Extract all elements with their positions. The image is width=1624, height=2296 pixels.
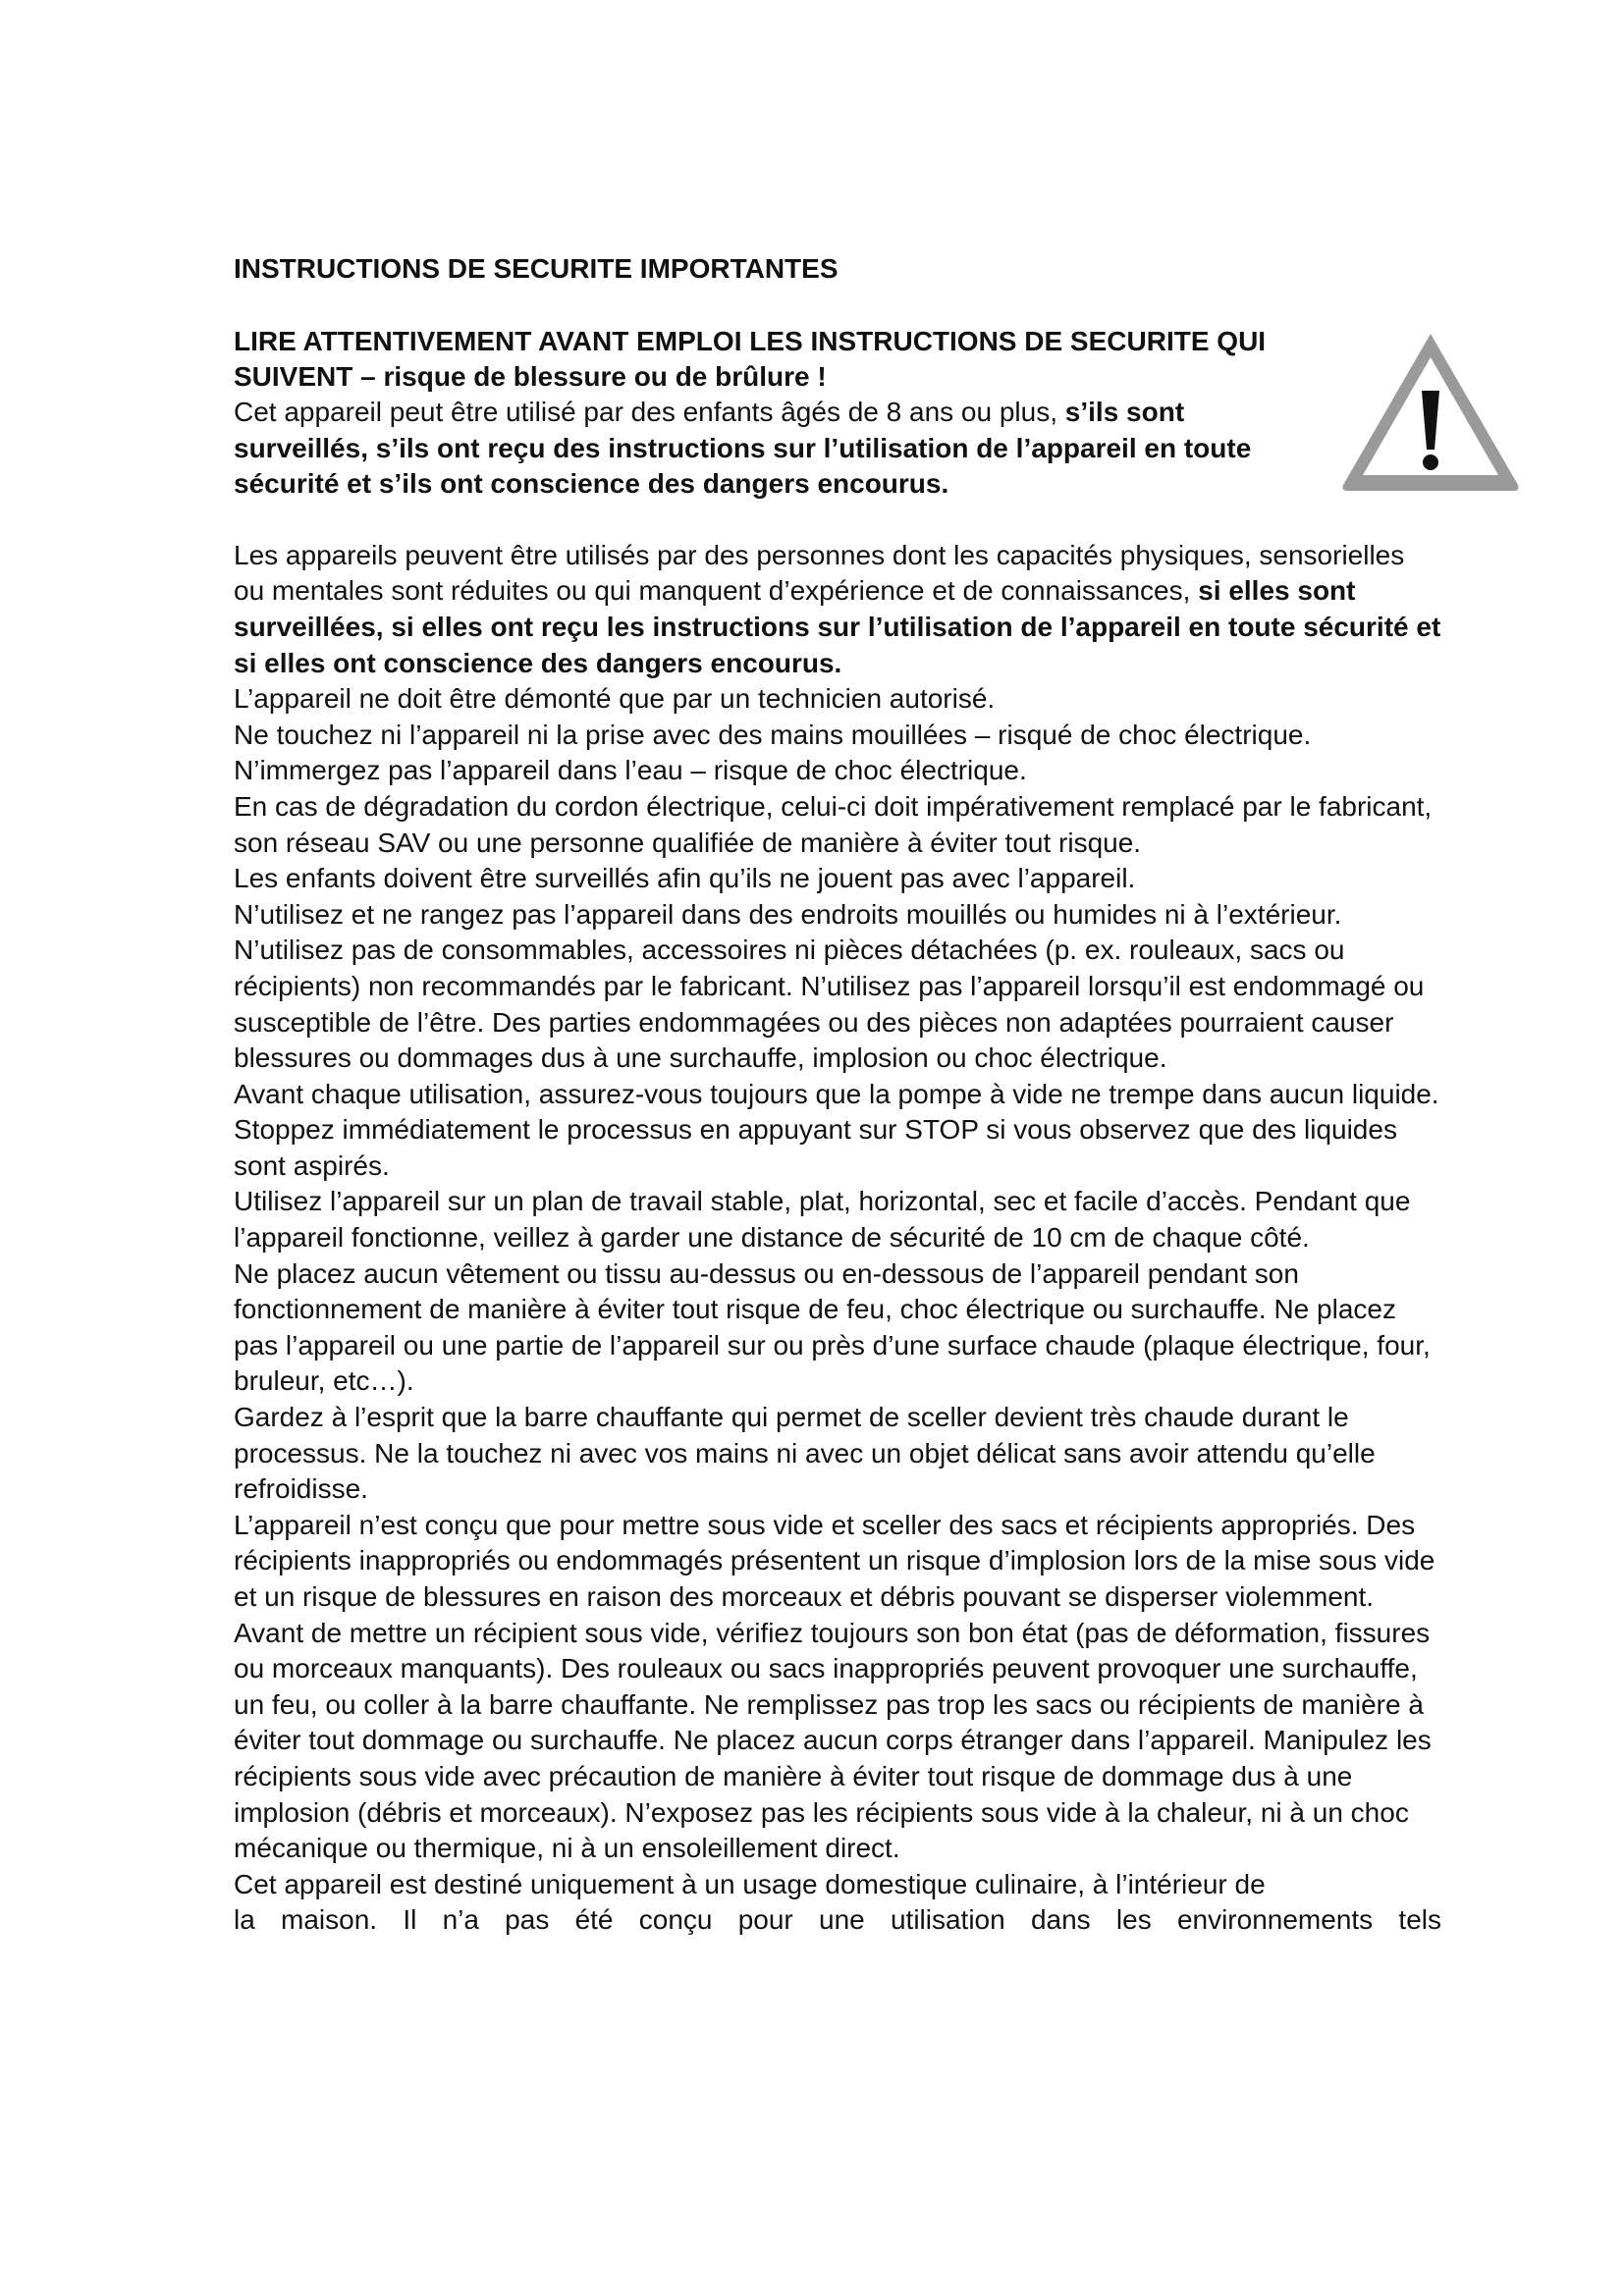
paragraph-immerse: N’immergez pas l’appareil dans l’eau – risque de choc électrique. [234,755,1027,786]
persons-paragraph [234,538,1441,681]
persons-text: Les appareils peuvent être utilisés par des personnes dont les capacités physiques, sensorielles ou mentales sont réduites ou qui manquent d’expérience et de connaissances, [234,539,1405,607]
paragraph-cord: En cas de dégradation du cordon électrique, celui-ci doit impérativement remplacé par le fabricant, son réseau SAV ou une personne qualifiée de manière à éviter tout risque. [234,790,1433,858]
paragraph-pump: Avant chaque utilisation, assurez-vous toujours que la pompe à vide ne trempe dans aucun liquide. Stoppez immédiatement le processus en appuyant sur STOP si vous observez que des liquides sont aspirés. [234,1078,1439,1181]
document-title: INSTRUCTIONS DE SECURITE IMPORTANTES [234,253,839,284]
paragraph-dismantle: L’appareil ne doit être démonté que par un technicien autorisé. [234,683,996,715]
paragraph-children-play: Les enfants doivent être surveillés afin qu’ils ne jouent pas avec l’appareil. [234,863,1136,894]
paragraph-storage: N’utilisez et ne rangez pas l’appareil dans des endroits mouillés ou humides ni à l’extérieur. N’utilisez pas de consommables, accessoires ni pièces détachées (p. ex. rouleaux, sacs ou récipients) non recommandés par le fabricant. N’utilisez pas l’appareil lorsqu’il est endommagé ou susceptible de l’être. Des parties endommagées ou des pièces non adaptées pourraient causer blessures ou dommages dus à une surchauffe, implosion ou choc électrique. [234,898,1425,1074]
paragraph-wet-hands: Ne touchez ni l’appareil ni la prise avec des mains mouillées – risqué de choc électrique. [234,719,1312,750]
children-text: Cet appareil peut être utilisé par des enfants âgés de 8 ans ou plus, [234,397,1065,427]
paragraph-clothing: Ne placez aucun vêtement ou tissu au-dessus ou en-dessous de l’appareil pendant son fonctionnement de manière à éviter tout risque de feu, choc électrique ou surchauffe. Ne placez pas l’appareil ou une partie de l’appareil sur ou près d’une surface chaude (plaque électrique, four, bruleur, etc…). [234,1257,1431,1397]
paragraph-worktop: Utilisez l’appareil sur un plan de travail stable, plat, horizontal, sec et facile d’accès. Pendant que l’appareil fonctionne, veillez à garder une distance de sécurité de 10 cm de chaque côté. [234,1186,1411,1254]
document-page [234,251,1441,1939]
paragraph-containers: L’appareil n’est conçu que pour mettre sous vide et sceller des sacs et récipients appropriés. Des récipients inappropriés ou endommagés présentent un risque d’implosion lors de la mise sous vide et un risque de blessures en raison des morceaux et débris pouvant se disperser violemment. Avant de mettre un récipient sous vide, vérifiez toujours son bon état (pas de déformation, fissures ou morceaux manquants). Des rouleaux ou sacs inappropriés peuvent provoquer une surchauffe, un feu, ou coller à la barre chauffante. Ne remplissez pas trop les sacs ou récipients de manière à éviter tout dommage ou surchauffe. Ne placez aucun corps étranger dans l’appareil. Manipulez les récipients sous vide avec précaution de manière à éviter tout risque de dommage dus à une implosion (débris et morceaux). N’exposez pas les récipients sous vide à la chaleur, ni à un choc mécanique ou thermique, ni à un ensoleillement direct. [234,1509,1435,1864]
warning-heading-risk: – risque de blessure ou de brûlure ! [352,361,827,392]
domestic-use-line-2: la maison. Il n’a pas été conçu pour une utilisation dans les environnements tels [234,1904,1441,1936]
warning-heading [234,324,1324,395]
intro-section [234,324,1324,503]
paragraph-heating-bar: Gardez à l’esprit que la barre chauffante qui permet de sceller devient très chaude durant le processus. Ne la touchez ni avec vos mains ni avec un objet délicat sans avoir attendu qu’elle refroidisse. [234,1402,1376,1505]
paragraph-domestic-use [234,1867,1441,1939]
warning-heading-main: LIRE ATTENTIVEMENT AVANT EMPLOI LES INSTRUCTIONS DE SECURITE QUI SUIVENT [234,326,1267,392]
children-paragraph [234,395,1324,503]
domestic-use-line-1: Cet appareil est destiné uniquement à un usage domestique culinaire, à l’intérieur de [234,1868,1266,1899]
section-gap [234,503,1441,538]
persons-bold-text: si elles sont surveillées, si elles ont reçu les instructions sur l’utilisation de l’appareil en toute sécurité et si elles ont conscience des dangers encourus. [234,575,1441,678]
children-bold-text: s’ils sont surveillés, s’ils ont reçu des instructions sur l’utilisation de l’appareil en toute sécurité et s’ils ont conscience des dangers encourus. [234,397,1252,500]
